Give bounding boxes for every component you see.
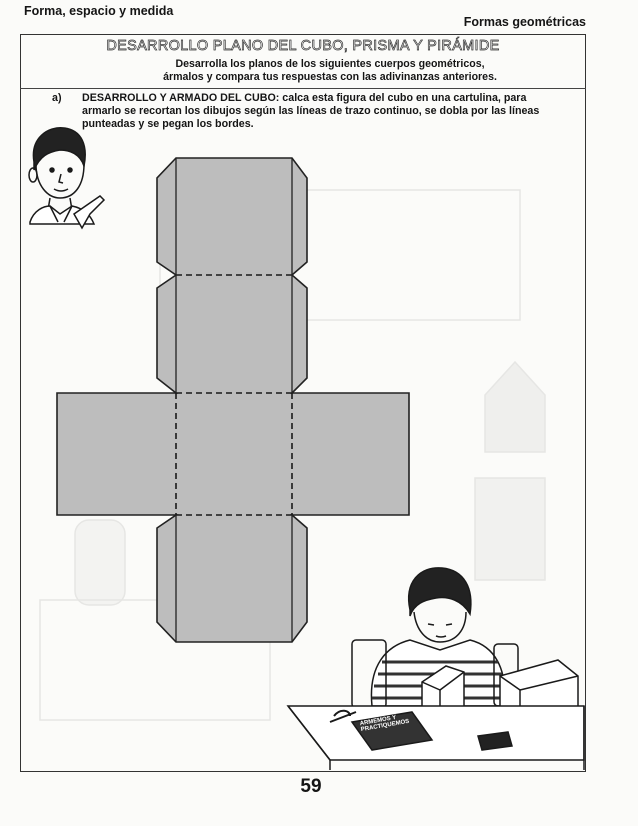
instruction-line-1: Desarrolla los planos de los siguientes cuerpos geométricos,	[175, 58, 485, 70]
book-label: ARMEMOS Y PRACTIQUEMOS	[359, 714, 410, 734]
instruction-line-2: ármalos y compara tus respuestas con las adivinanzas anteriores.	[163, 70, 497, 83]
section-a-letter: a)	[52, 92, 62, 104]
page-number: 59	[300, 776, 322, 797]
header-topic: Formas geométricas	[463, 15, 586, 29]
page-title: DESARROLLO PLANO DEL CUBO, PRISMA Y PIRÁMIDE	[106, 38, 500, 54]
section-a-text: DESARROLLO Y ARMADO DEL CUBO: calca esta figura del cubo en una cartulina, para armarlo se recortan los dibujos según las líneas de trazo continuo, se dobla por las líneas punteadas y se pegan los bordes.	[82, 92, 540, 130]
header-section-title: Forma, espacio y medida	[24, 4, 174, 18]
pointing-boy-illustration	[29, 128, 104, 228]
girl-building-cube-illustration	[288, 568, 584, 770]
